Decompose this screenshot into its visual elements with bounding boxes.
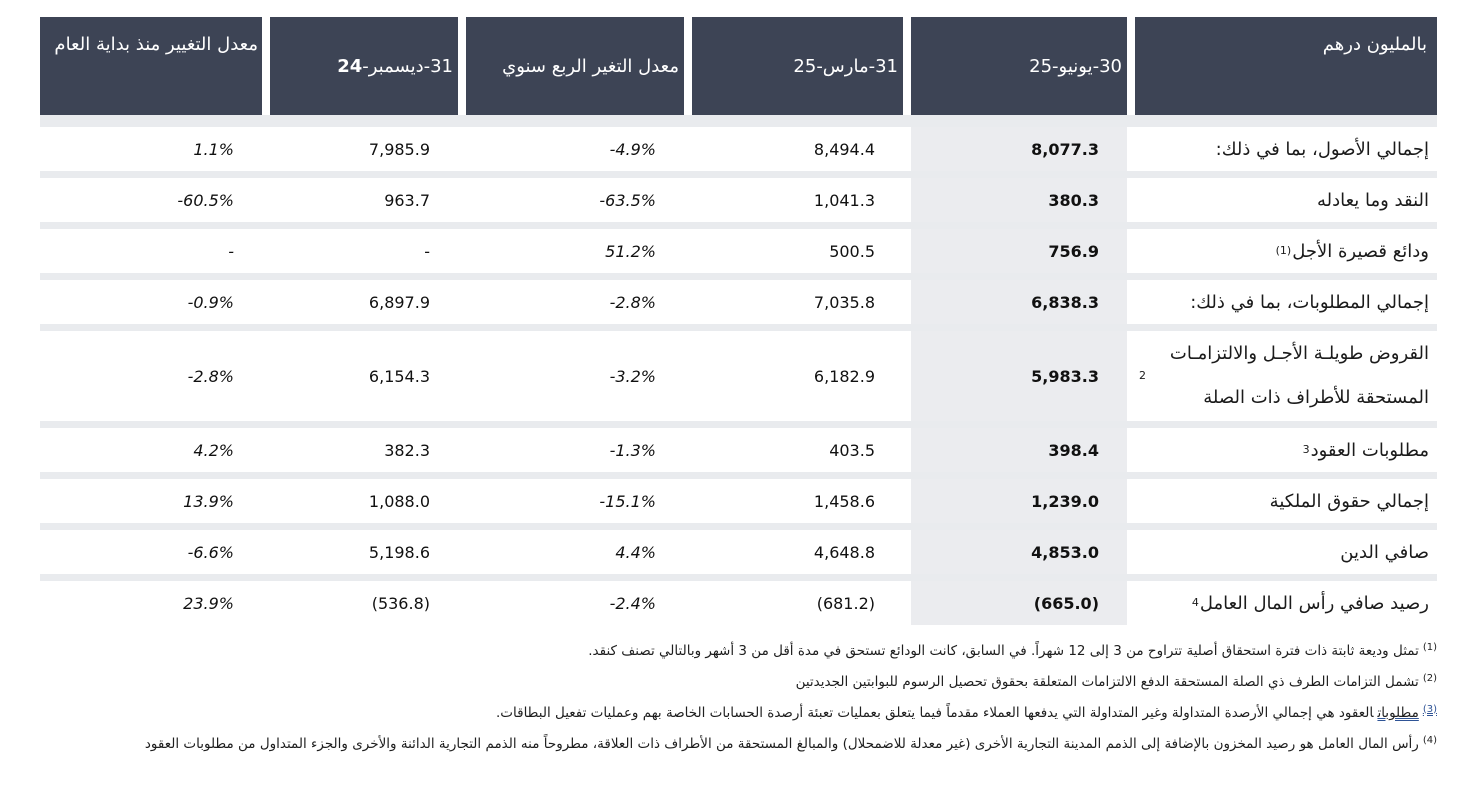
table-body <box>40 127 1437 625</box>
cell-dec-24: - <box>270 229 458 273</box>
column-header-mar-25: 31-مارس-25 <box>692 17 903 115</box>
cell-jun-25: 380.3 <box>911 178 1127 222</box>
row-label-text: صافي الدين <box>1340 541 1429 563</box>
cell-mar-25: 4,648.8 <box>692 530 903 574</box>
cell-ytd-change: -6.6% <box>40 530 262 574</box>
table-row <box>40 581 1437 625</box>
cell-dec-24: (536.8) <box>270 581 458 625</box>
row-label-text: إجمالي حقوق الملكية <box>1269 490 1429 512</box>
row-separator <box>40 171 1437 178</box>
column-header-jun-25: 30-يونيو-25 <box>911 17 1127 115</box>
cell-qoq-change: 51.2% <box>466 229 684 273</box>
cell-ytd-change: - <box>40 229 262 273</box>
cell-mar-25: 6,182.9 <box>692 331 903 421</box>
cell-dec-24: 6,154.3 <box>270 331 458 421</box>
cell-mar-25: 1,458.6 <box>692 479 903 523</box>
cell-qoq-change: 4.4% <box>466 530 684 574</box>
cell-jun-25: 1,239.0 <box>911 479 1127 523</box>
cell-mar-25: 8,494.4 <box>692 127 903 171</box>
row-separator <box>40 421 1437 428</box>
cell-ytd-change: -60.5% <box>40 178 262 222</box>
header-separator <box>40 115 1437 127</box>
cell-ytd-change: 23.9% <box>40 581 262 625</box>
cell-dec-24: 963.7 <box>270 178 458 222</box>
cell-qoq-change: -4.9% <box>466 127 684 171</box>
cell-ytd-change: 1.1% <box>40 127 262 171</box>
column-header-dec-24 <box>270 17 458 115</box>
cell-dec-24: 1,088.0 <box>270 479 458 523</box>
footnote-3-link[interactable]: مطلوبات <box>1377 705 1419 721</box>
row-label-text: القروض طويلـة الأجـل والالتزامـات المستحقة للأطراف ذات الصلة <box>1169 343 1429 408</box>
cell-jun-25: 4,853.0 <box>911 530 1127 574</box>
cell-jun-25: 398.4 <box>911 428 1127 472</box>
footnote-4-text: رأس المال العامل هو رصيد المخزون بالإضافة إلى الذمم المدينة التجارية الأخرى (غير معدلة للاضمحلال) والمبالغ المستحقة من الأطراف ذات العلاقة، مطروحاً منه الذمم التجارية الدائنة والأخرى والجزء المتداول من مطلوبات العقود <box>144 736 1419 752</box>
cell-mar-25: 7,035.8 <box>692 280 903 324</box>
row-label-text: ودائع قصيرة الأجل <box>1292 240 1429 262</box>
cell-mar-25: (681.2) <box>692 581 903 625</box>
table-row <box>40 479 1437 523</box>
cell-jun-25: (665.0) <box>911 581 1127 625</box>
footnote-3-marker: (3) <box>1422 703 1437 715</box>
cell-dec-24: 6,897.9 <box>270 280 458 324</box>
row-label <box>1135 127 1437 171</box>
footnote-1-text: تمثل وديعة ثابتة ذات فترة استحقاق أصلية تتراوح من 3 إلى 12 شهراً. في السابق، كانت الودائع تستحق في مدة أقل من 3 أشهر وبالتالي تصنف كنقد. <box>588 643 1419 659</box>
row-label-text: إجمالي الأصول، بما في ذلك: <box>1215 138 1429 160</box>
cell-qoq-change: -63.5% <box>466 178 684 222</box>
table-row <box>40 229 1437 273</box>
table-row <box>40 530 1437 574</box>
cell-qoq-change: -3.2% <box>466 331 684 421</box>
row-separator <box>40 324 1437 331</box>
cell-mar-25: 500.5 <box>692 229 903 273</box>
cell-mar-25: 403.5 <box>692 428 903 472</box>
cell-qoq-change: -2.4% <box>466 581 684 625</box>
table-row <box>40 280 1437 324</box>
row-separator <box>40 574 1437 581</box>
table-header-row <box>40 17 1437 115</box>
table-row <box>40 428 1437 472</box>
unit-header-cell: بالمليون درهم <box>1135 17 1437 115</box>
cell-ytd-change: -0.9% <box>40 280 262 324</box>
footnote-1 <box>40 636 1437 667</box>
cell-ytd-change: 4.2% <box>40 428 262 472</box>
cell-qoq-change: -2.8% <box>466 280 684 324</box>
cell-dec-24: 5,198.6 <box>270 530 458 574</box>
cell-qoq-change: -15.1% <box>466 479 684 523</box>
row-label-text: النقد وما يعادله <box>1316 189 1429 211</box>
column-header-ytd-change: معدل التغيير منذ بداية العام <box>40 17 262 115</box>
table-row <box>40 127 1437 171</box>
footnote-3 <box>40 698 1437 729</box>
row-label: رصيد صافي رأس المال العامل 4 <box>1135 581 1437 625</box>
row-separator <box>40 472 1437 479</box>
cell-mar-25: 1,041.3 <box>692 178 903 222</box>
dec-header-text: 31-ديسمبر- <box>362 55 453 77</box>
cell-dec-24: 382.3 <box>270 428 458 472</box>
column-header-qoq-change: معدل التغير الربع سنوي <box>466 17 684 115</box>
cell-ytd-change: 13.9% <box>40 479 262 523</box>
row-label <box>1135 178 1437 222</box>
row-separator <box>40 523 1437 530</box>
row-separator <box>40 273 1437 280</box>
row-label <box>1135 530 1437 574</box>
row-label <box>1135 280 1437 324</box>
footnote-2-marker: (2) <box>1422 672 1437 684</box>
cell-jun-25: 5,983.3 <box>911 331 1127 421</box>
table-row <box>40 178 1437 222</box>
row-label-text: رصيد صافي رأس المال العامل <box>1199 592 1429 614</box>
row-label-text: إجمالي المطلوبات، بما في ذلك: <box>1190 291 1429 313</box>
row-label: ودائع قصيرة الأجل (1) <box>1135 229 1437 273</box>
cell-ytd-change: -2.8% <box>40 331 262 421</box>
dec-header-year: 24 <box>337 55 363 77</box>
footnote-2 <box>40 667 1437 698</box>
cell-jun-25: 6,838.3 <box>911 280 1127 324</box>
footnote-4 <box>40 729 1437 760</box>
row-separator <box>40 222 1437 229</box>
row-label: القروض طويلـة الأجـل والالتزامـات المستحقة للأطراف ذات الصلة 2 <box>1135 331 1437 421</box>
table-row <box>40 331 1437 421</box>
row-label: مطلوبات العقود 3 <box>1135 428 1437 472</box>
row-label-text: مطلوبات العقود <box>1310 439 1429 461</box>
footnote-2-text: تشمل التزامات الطرف ذي الصلة المستحقة الدفع الالتزامات المتعلقة بحقوق تحصيل الرسوم للبوابتين الجديدتين <box>795 674 1419 690</box>
footnote-1-marker: (1) <box>1422 641 1437 653</box>
cell-jun-25: 756.9 <box>911 229 1127 273</box>
cell-jun-25: 8,077.3 <box>911 127 1127 171</box>
financial-summary-table <box>40 17 1437 625</box>
footnote-3-text: العقود هي إجمالي الأرصدة المتداولة وغير المتداولة التي يدفعها العملاء مقدماً فيما يتعلق بعمليات تعبئة أرصدة الحسابات الخاصة بهم وعمليات تفعيل البطاقات. <box>496 705 1374 721</box>
cell-dec-24: 7,985.9 <box>270 127 458 171</box>
row-label <box>1135 479 1437 523</box>
cell-qoq-change: -1.3% <box>466 428 684 472</box>
footnote-4-marker: (4) <box>1422 734 1437 746</box>
footnotes <box>40 636 1437 760</box>
